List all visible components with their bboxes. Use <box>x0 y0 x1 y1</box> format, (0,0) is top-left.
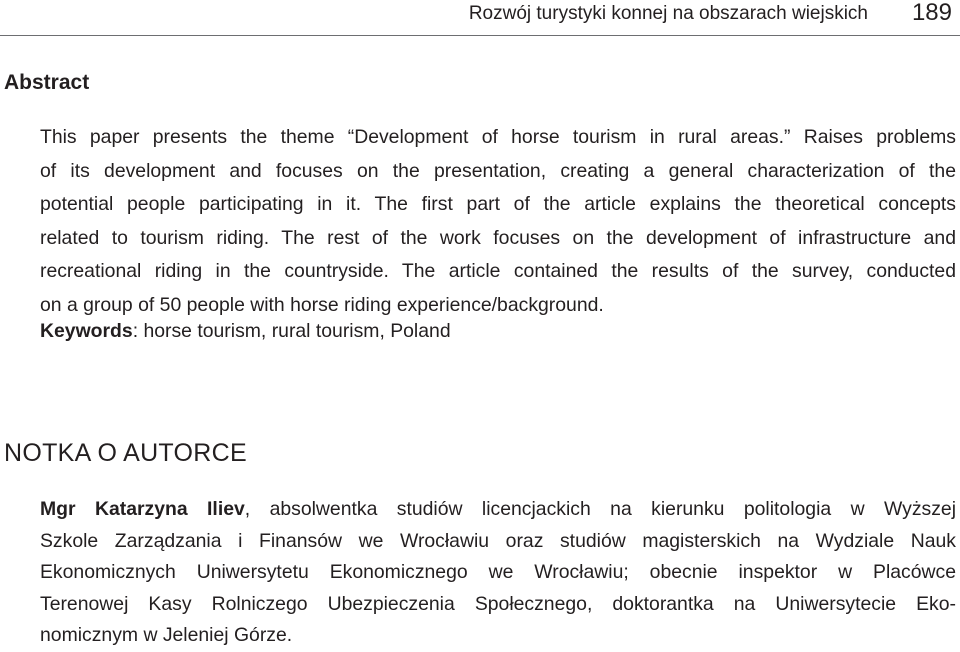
author-note-line: Terenowej Kasy Rolniczego Ubezpieczenia Społecznego, doktorantka na Uniwersytecie Eko- <box>40 592 956 615</box>
abstract-line: on a group of 50 people with horse riding experience/background. <box>40 293 604 316</box>
author-note-line: nomicznym w Jeleniej Górze. <box>40 624 293 646</box>
abstract-line: related to tourism riding. The rest of the work focuses on the development of infrastructure and <box>40 226 956 249</box>
running-title: Rozwój turystyki konnej na obszarach wiejskich <box>468 3 868 24</box>
author-note-line: Szkole Zarządzania i Finansów we Wrocławiu oraz studiów magisterskich na Wydziale Nauk <box>40 529 956 552</box>
author-note-body <box>40 494 956 652</box>
abstract-line: recreational riding in the countryside. The article contained the results of the survey, conducted <box>40 260 956 282</box>
abstract-heading: Abstract <box>4 71 90 94</box>
author-name: Mgr Katarzyna Iliev <box>40 498 245 520</box>
author-note-line <box>40 494 956 526</box>
page-number: 189 <box>911 0 952 26</box>
keywords-label: Keywords <box>40 320 133 342</box>
author-note-heading: NOTKA O AUTORCE <box>4 439 247 467</box>
keywords-text: : horse tourism, rural tourism, Poland <box>132 320 451 342</box>
header-rule <box>0 35 960 36</box>
abstract-line: of its development and focuses on the presentation, creating a general characterization of the <box>40 159 956 182</box>
abstract-line: This paper presents the theme “Development of horse tourism in rural areas.” Raises problems <box>40 126 956 148</box>
author-note-line: Ekonomicznych Uniwersytetu Ekonomicznego we Wrocławiu; obecnie inspektor w Placówce <box>40 561 956 583</box>
abstract-line: potential people participating in it. The first part of the article explains the theoretical concepts <box>40 193 956 215</box>
author-first-line: , absolwentka studiów licencjackich na kierunku politologia w Wyższej <box>244 498 956 520</box>
abstract-body <box>40 121 956 322</box>
running-header <box>0 0 960 36</box>
keywords <box>40 320 451 343</box>
